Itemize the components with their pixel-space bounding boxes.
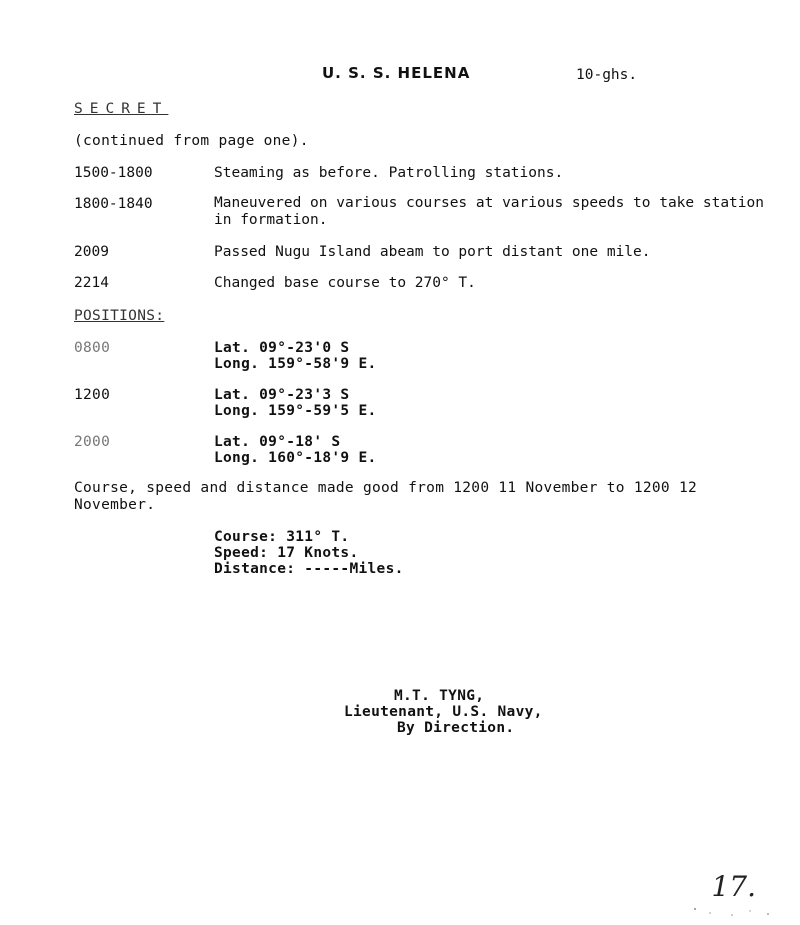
classification-heading: SECRET: [74, 101, 169, 117]
positions-heading: POSITIONS:: [74, 308, 165, 324]
position-time: 2000: [74, 434, 111, 450]
entry-time: 1500-1800: [74, 165, 153, 181]
position-longitude: Long. 159°-59'5 E.: [214, 403, 377, 419]
position-latitude: Lat. 09°-18' S: [214, 434, 341, 450]
entry-text: Passed Nugu Island abeam to port distant one mile.: [214, 244, 651, 260]
entry-text: Changed base course to 270° T.: [214, 275, 476, 291]
entry-text: Maneuvered on various courses at various speeds to take station in formation.: [214, 195, 764, 228]
signature-name: M.T. TYNG,: [394, 688, 485, 704]
distance-line: Distance: -----Miles.: [214, 561, 404, 577]
course-line: Course: 311° T.: [214, 529, 350, 545]
handwritten-page-number: 17.: [711, 870, 756, 903]
signature-authority: By Direction.: [397, 720, 515, 736]
entry-time: 1800-1840: [74, 196, 153, 212]
signature-rank: Lieutenant, U.S. Navy,: [344, 704, 543, 720]
entry-text: Steaming as before. Patrolling stations.: [214, 165, 564, 181]
ship-title: U. S. S. HELENA: [322, 64, 471, 82]
position-longitude: Long. 159°-58'9 E.: [214, 356, 377, 372]
reference-code: 10-ghs.: [576, 67, 638, 83]
position-time: 0800: [74, 340, 111, 356]
made-good-statement: Course, speed and distance made good from 1200 11 November to 1200 12 November.: [74, 480, 698, 513]
continued-note: (continued from page one).: [74, 133, 309, 149]
position-latitude: Lat. 09°-23'3 S: [214, 387, 350, 403]
position-time: 1200: [74, 387, 111, 403]
scan-noise: [690, 905, 780, 919]
entry-time: 2009: [74, 244, 109, 260]
entry-time: 2214: [74, 275, 109, 291]
position-latitude: Lat. 09°-23'0 S: [214, 340, 350, 356]
speed-line: Speed: 17 Knots.: [214, 545, 359, 561]
position-longitude: Long. 160°-18'9 E.: [214, 450, 377, 466]
